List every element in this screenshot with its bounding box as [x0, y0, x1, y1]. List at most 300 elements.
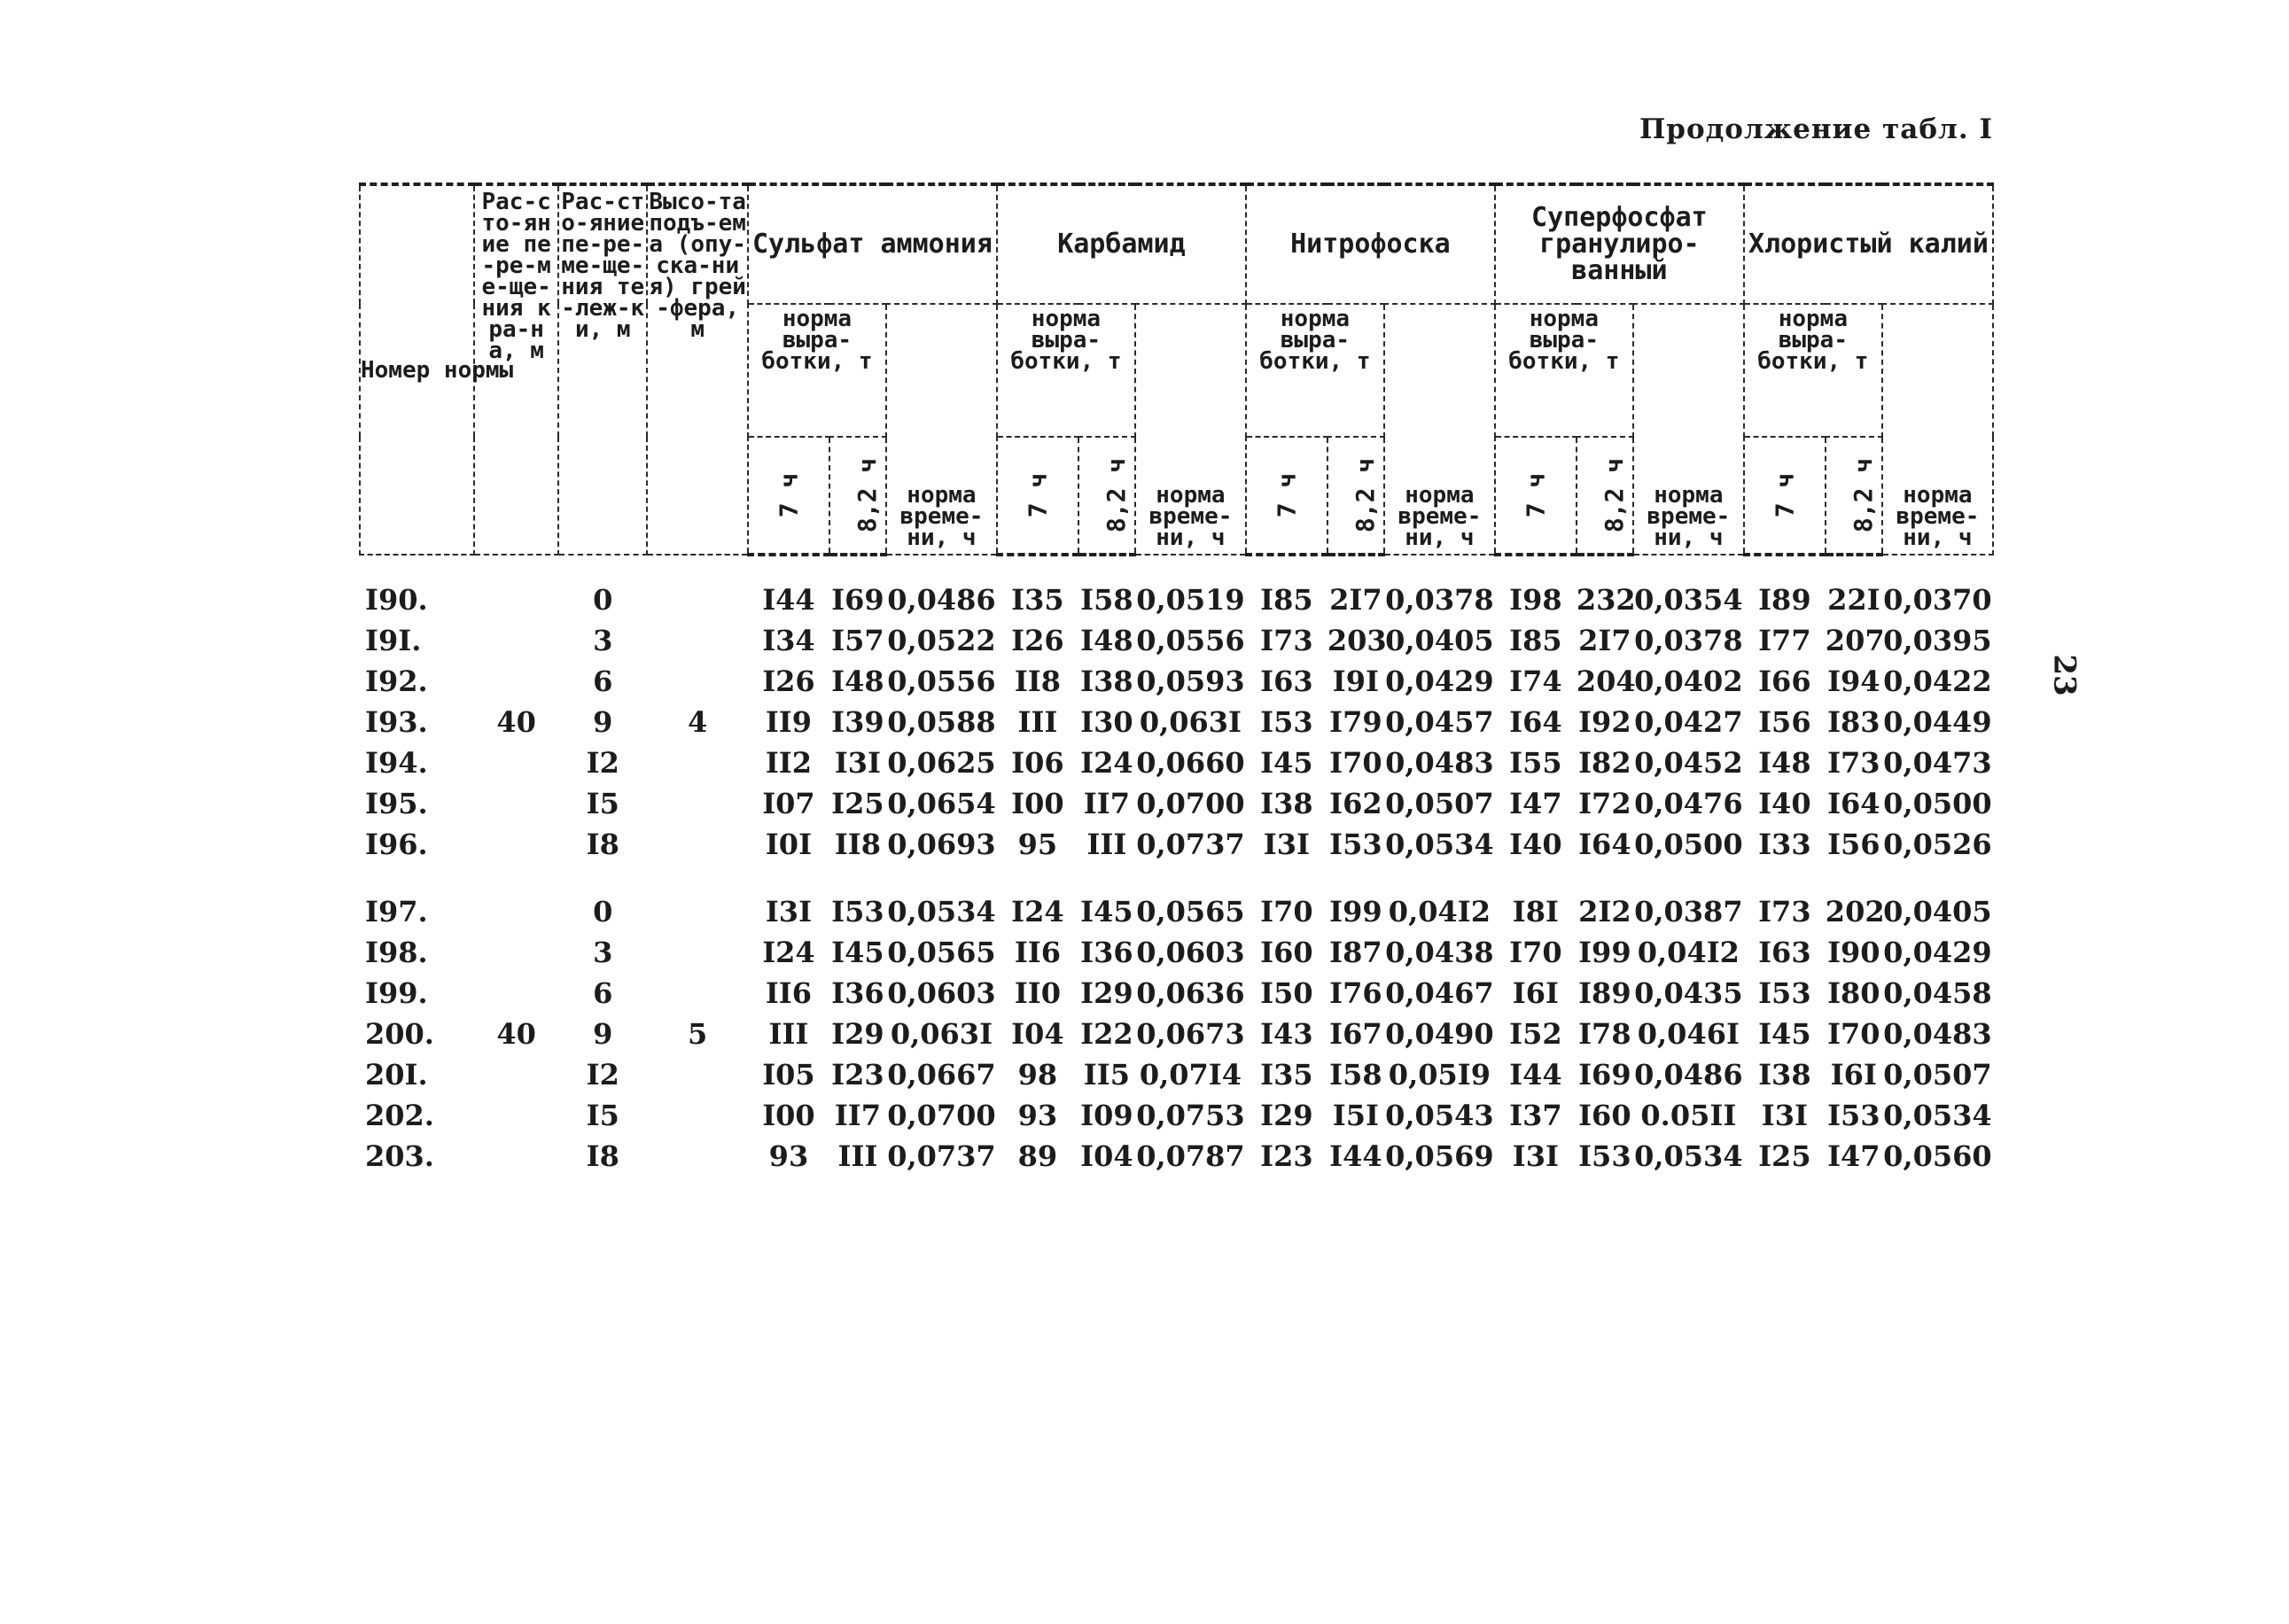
lift-height-cell — [647, 555, 748, 620]
table-row — [360, 702, 1993, 742]
value-cell: I64 — [1509, 705, 1562, 739]
value-cell: 89 — [1017, 1139, 1058, 1173]
value-cell: 0,0483 — [1385, 746, 1494, 780]
row-number-cell: 200. — [365, 1017, 434, 1051]
header-shift-8-2: 8,2 ч — [1327, 437, 1384, 555]
value-cell: I23 — [831, 1058, 884, 1092]
table-row — [360, 1095, 1993, 1136]
value-cell: I89 — [1578, 976, 1631, 1010]
table-caption: Продолжение табл. I — [1639, 113, 1993, 145]
header-fertilizer-2: Карбамид — [997, 184, 1246, 304]
value-cell: I50 — [1260, 976, 1313, 1010]
value-cell: II8 — [834, 828, 882, 861]
edge-distance-cell — [474, 973, 558, 1014]
value-cell: I45 — [831, 936, 884, 969]
row-number-cell: I96. — [365, 828, 428, 861]
value-cell: I40 — [1509, 828, 1562, 861]
value-cell: 0,0593 — [1136, 664, 1245, 698]
table-row — [360, 620, 1993, 661]
value-cell: 0,07I4 — [1139, 1058, 1242, 1092]
value-cell: I76 — [1329, 976, 1382, 1010]
value-cell: II0 — [1014, 976, 1062, 1010]
row-number-cell: I9I. — [365, 624, 422, 657]
value-cell: 0,046I — [1637, 1017, 1740, 1051]
value-cell: I24 — [1080, 746, 1133, 780]
value-cell: I53 — [1578, 1139, 1631, 1173]
lift-height-cell — [647, 1095, 748, 1136]
value-cell: 0.05II — [1640, 1099, 1737, 1132]
value-cell: 0,0534 — [1385, 828, 1494, 861]
value-cell: I43 — [1260, 1017, 1313, 1051]
value-cell: I70 — [1329, 746, 1382, 780]
value-cell: 0,0737 — [887, 1139, 996, 1173]
value-cell: 0,063I — [890, 1017, 993, 1051]
value-cell: I3I — [765, 895, 813, 929]
row-number-cell: I93. — [365, 705, 428, 739]
tedder-distance-cell: 3 — [593, 624, 613, 657]
header-output-norm: норма выра-ботки, т — [1495, 304, 1633, 437]
value-cell: I00 — [1011, 787, 1064, 820]
value-cell: I6I — [1830, 1058, 1877, 1092]
value-cell: I69 — [1578, 1058, 1631, 1092]
value-cell: III — [837, 1139, 878, 1173]
value-cell: 0,0787 — [1136, 1139, 1245, 1173]
value-cell: I48 — [1080, 624, 1133, 657]
value-cell: I38 — [1260, 787, 1313, 820]
header-output-norm: норма выра-ботки, т — [997, 304, 1135, 437]
row-number-cell: 203. — [365, 1139, 434, 1173]
value-cell: I73 — [1827, 746, 1880, 780]
value-cell: 93 — [1017, 1099, 1058, 1132]
value-cell: 0,0405 — [1385, 624, 1494, 657]
table-row — [360, 1054, 1993, 1095]
value-cell: 0,0476 — [1634, 787, 1743, 820]
value-cell: I6I — [1512, 976, 1559, 1010]
value-cell: I67 — [1329, 1017, 1382, 1051]
value-cell: I23 — [1260, 1139, 1313, 1173]
value-cell: I29 — [831, 1017, 884, 1051]
value-cell: I69 — [831, 583, 884, 617]
value-cell: 0,0673 — [1136, 1017, 1245, 1051]
value-cell: 0,0507 — [1385, 787, 1494, 820]
value-cell: 98 — [1017, 1058, 1058, 1092]
value-cell: I82 — [1578, 746, 1631, 780]
value-cell: 232 — [1576, 583, 1636, 617]
value-cell: 0,0534 — [1883, 1099, 1992, 1132]
value-cell: 2I7 — [1578, 624, 1631, 657]
value-cell: 0,0370 — [1883, 582, 1992, 617]
header-shift-7: 7 ч — [1495, 437, 1577, 555]
value-cell: 0,0486 — [887, 582, 996, 617]
value-cell: 204 — [1576, 664, 1636, 698]
header-time-norm: норма време-ни, ч — [1882, 304, 1993, 555]
value-cell: 0,0354 — [1634, 582, 1743, 617]
edge-distance-cell — [474, 783, 558, 824]
header-fertilizer-1: Сульфат аммония — [748, 184, 997, 304]
value-cell: 0,0522 — [887, 624, 996, 657]
value-cell: I83 — [1827, 705, 1880, 739]
value-cell: 0,0519 — [1136, 582, 1245, 617]
value-cell: I60 — [1578, 1099, 1631, 1132]
value-cell: I58 — [1329, 1058, 1382, 1092]
value-cell: I26 — [762, 664, 815, 698]
value-cell: 0,0467 — [1385, 976, 1494, 1010]
value-cell: III — [1086, 828, 1127, 861]
value-cell: 0,0667 — [887, 1058, 996, 1092]
value-cell: 207 — [1825, 624, 1885, 657]
header-lift-height: Высо-та подъ-ема (опу-ска-ния) грей-фера, м — [647, 184, 748, 555]
value-cell: III — [768, 1017, 809, 1051]
value-cell: 0,0700 — [887, 1099, 996, 1132]
value-cell: 0,0636 — [1136, 976, 1245, 1010]
value-cell: I9I — [1332, 664, 1379, 698]
value-cell: 0,0427 — [1634, 705, 1743, 739]
value-cell: 0,0486 — [1634, 1058, 1743, 1092]
value-cell: I09 — [1080, 1099, 1133, 1132]
tedder-distance-cell: I5 — [586, 787, 619, 820]
value-cell: I3I — [1512, 1139, 1559, 1173]
value-cell: I45 — [1758, 1017, 1811, 1051]
header-time-norm: норма време-ни, ч — [886, 304, 997, 555]
value-cell: I44 — [1329, 1139, 1382, 1173]
value-cell: I90 — [1827, 936, 1880, 969]
table-row — [360, 661, 1993, 702]
edge-distance-cell — [474, 661, 558, 702]
lift-height-cell: 4 — [688, 705, 708, 739]
header-shift-8-2: 8,2 ч — [1577, 437, 1633, 555]
value-cell: 0,0565 — [1136, 895, 1245, 929]
header-fertilizer-3: Нитрофоска — [1246, 184, 1495, 304]
tedder-distance-cell: I2 — [586, 746, 619, 780]
edge-distance-cell — [474, 865, 558, 932]
value-cell: I39 — [831, 705, 884, 739]
value-cell: 0,0534 — [1634, 1139, 1743, 1173]
value-cell: I04 — [1011, 1017, 1064, 1051]
edge-distance-cell: 40 — [496, 1017, 536, 1051]
value-cell: I05 — [762, 1058, 815, 1092]
value-cell: 0,04I2 — [1388, 895, 1491, 929]
value-cell: I0I — [765, 828, 813, 861]
tedder-distance-cell: I8 — [586, 828, 619, 861]
lift-height-cell — [647, 620, 748, 661]
value-cell: I56 — [1758, 705, 1811, 739]
value-cell: 0,0500 — [1883, 787, 1992, 820]
value-cell: I99 — [1329, 895, 1382, 929]
table-row — [360, 555, 1993, 620]
value-cell: 0,0405 — [1883, 895, 1992, 929]
row-number-cell: I99. — [365, 976, 428, 1010]
value-cell: I53 — [1758, 976, 1811, 1010]
value-cell: 2I2 — [1578, 895, 1631, 929]
edge-distance-cell — [474, 1095, 558, 1136]
value-cell: 203 — [1327, 624, 1387, 657]
value-cell: I64 — [1827, 787, 1880, 820]
value-cell: I94 — [1827, 664, 1880, 698]
header-shift-7: 7 ч — [748, 437, 829, 555]
value-cell: 0,0438 — [1385, 936, 1494, 969]
tedder-distance-cell: 3 — [593, 936, 613, 969]
norms-table — [359, 183, 1994, 1177]
header-shift-7: 7 ч — [1246, 437, 1327, 555]
row-number-cell: I97. — [365, 895, 428, 929]
value-cell: II5 — [1083, 1058, 1130, 1092]
value-cell: I62 — [1329, 787, 1382, 820]
value-cell: 0,0534 — [887, 895, 996, 929]
value-cell: I47 — [1509, 787, 1562, 820]
value-cell: I04 — [1080, 1139, 1133, 1173]
value-cell: I38 — [1080, 664, 1133, 698]
lift-height-cell — [647, 932, 748, 973]
value-cell: 202 — [1825, 895, 1885, 929]
value-cell: I34 — [762, 624, 815, 657]
edge-distance-cell — [474, 824, 558, 865]
value-cell: I25 — [1758, 1139, 1811, 1173]
table-row — [360, 973, 1993, 1014]
value-cell: 0,0483 — [1883, 1017, 1992, 1051]
header-output-norm: норма выра-ботки, т — [748, 304, 886, 437]
value-cell: I53 — [1329, 828, 1382, 861]
value-cell: I48 — [1758, 746, 1811, 780]
header-shift-8-2: 8,2 ч — [829, 437, 886, 555]
value-cell: 0,0457 — [1385, 705, 1494, 739]
value-cell: I40 — [1758, 787, 1811, 820]
row-number-cell: I90. — [365, 582, 428, 617]
value-cell: I29 — [1080, 976, 1133, 1010]
value-cell: I26 — [1011, 624, 1064, 657]
value-cell: I80 — [1827, 976, 1880, 1010]
tedder-distance-cell: 0 — [593, 582, 613, 617]
value-cell: I89 — [1758, 583, 1811, 617]
value-cell: 0,0556 — [887, 664, 996, 698]
table-header — [360, 184, 1993, 555]
value-cell: I25 — [831, 787, 884, 820]
value-cell: 22I — [1827, 583, 1880, 617]
value-cell: I53 — [831, 895, 884, 929]
lift-height-cell — [647, 973, 748, 1014]
edge-distance-cell: 40 — [496, 705, 536, 739]
value-cell: I63 — [1260, 664, 1313, 698]
value-cell: I79 — [1329, 705, 1382, 739]
value-cell: 0,0693 — [887, 828, 996, 861]
value-cell: I45 — [1080, 895, 1133, 929]
value-cell: 0,0654 — [887, 787, 996, 820]
value-cell: I3I — [834, 746, 882, 780]
edge-distance-cell — [474, 742, 558, 783]
value-cell: 0,0569 — [1385, 1139, 1494, 1173]
row-number-cell: I94. — [365, 746, 428, 780]
header-output-norm: норма выра-ботки, т — [1246, 304, 1384, 437]
table-row — [360, 1014, 1993, 1054]
value-cell: I07 — [762, 787, 815, 820]
lift-height-cell — [647, 783, 748, 824]
header-fertilizer-4: Суперфосфат гранулиро-ванный — [1495, 184, 1744, 304]
value-cell: 93 — [768, 1139, 809, 1173]
edge-distance-cell — [474, 1136, 558, 1177]
header-shift-7: 7 ч — [1744, 437, 1826, 555]
value-cell: 0,0556 — [1136, 624, 1245, 657]
header-shift-7: 7 ч — [997, 437, 1078, 555]
value-cell: I58 — [1080, 583, 1133, 617]
value-cell: 0,0449 — [1883, 705, 1992, 739]
value-cell: I37 — [1509, 1099, 1562, 1132]
value-cell: II6 — [1014, 936, 1062, 969]
value-cell: 0,0387 — [1634, 895, 1743, 929]
value-cell: I70 — [1509, 936, 1562, 969]
value-cell: 0,0422 — [1883, 664, 1992, 698]
tedder-distance-cell: 9 — [593, 1017, 613, 1051]
value-cell: I48 — [831, 664, 884, 698]
value-cell: II9 — [765, 705, 813, 739]
value-cell: 0,0543 — [1385, 1099, 1494, 1132]
value-cell: I00 — [762, 1099, 815, 1132]
lift-height-cell: 5 — [688, 1017, 708, 1051]
value-cell: III — [1017, 705, 1058, 739]
value-cell: 0,0458 — [1883, 976, 1992, 1010]
page-number: 23 — [2046, 654, 2083, 696]
value-cell: I63 — [1758, 936, 1811, 969]
table-body — [360, 555, 1993, 1177]
value-cell: I35 — [1011, 583, 1064, 617]
value-cell: I92 — [1578, 705, 1631, 739]
value-cell: 0,0603 — [887, 976, 996, 1010]
table-row — [360, 932, 1993, 973]
value-cell: 0,0452 — [1634, 746, 1743, 780]
tedder-distance-cell: 0 — [593, 895, 613, 929]
value-cell: I29 — [1260, 1099, 1313, 1132]
value-cell: 0,0700 — [1136, 787, 1245, 820]
value-cell: I98 — [1509, 583, 1562, 617]
table-row — [360, 783, 1993, 824]
value-cell: I36 — [1080, 936, 1133, 969]
row-number-cell: 202. — [365, 1099, 434, 1132]
header-fertilizer-5: Хлористый калий — [1744, 184, 1993, 304]
value-cell: 95 — [1017, 828, 1058, 861]
value-cell: I45 — [1260, 746, 1313, 780]
value-cell: 0,0603 — [1136, 936, 1245, 969]
value-cell: I77 — [1758, 624, 1811, 657]
value-cell: I24 — [762, 936, 815, 969]
value-cell: I78 — [1578, 1017, 1631, 1051]
tedder-distance-cell: I8 — [586, 1139, 619, 1173]
edge-distance-cell — [474, 555, 558, 620]
value-cell: I06 — [1011, 746, 1064, 780]
value-cell: I99 — [1578, 936, 1631, 969]
value-cell: I85 — [1260, 583, 1313, 617]
value-cell: 0,0429 — [1883, 936, 1992, 969]
edge-distance-cell — [474, 620, 558, 661]
tedder-distance-cell: I5 — [586, 1099, 619, 1132]
header-edge-distance: Рас-сто-яние пе-ре-ме-ще-ния кра-на, м — [474, 184, 558, 555]
value-cell: I44 — [1509, 1058, 1562, 1092]
header-time-norm: норма време-ни, ч — [1633, 304, 1744, 555]
value-cell: 0,0395 — [1883, 624, 1992, 657]
value-cell: II7 — [1083, 787, 1130, 820]
value-cell: 0,0429 — [1385, 664, 1494, 698]
value-cell: 0,0560 — [1883, 1139, 1992, 1173]
row-number-cell: 20I. — [365, 1058, 428, 1092]
value-cell: I55 — [1509, 746, 1562, 780]
value-cell: I30 — [1080, 705, 1133, 739]
value-cell: I36 — [831, 976, 884, 1010]
value-cell: I87 — [1329, 936, 1382, 969]
value-cell: 0,0625 — [887, 746, 996, 780]
lift-height-cell — [647, 742, 748, 783]
header-shift-8-2: 8,2 ч — [1078, 437, 1135, 555]
value-cell: 0,0378 — [1385, 582, 1494, 617]
value-cell: I70 — [1827, 1017, 1880, 1051]
value-cell: I56 — [1827, 828, 1880, 861]
header-output-norm: норма выра-ботки, т — [1744, 304, 1882, 437]
value-cell: 0,0507 — [1883, 1058, 1992, 1092]
value-cell: 0,0473 — [1883, 746, 1992, 780]
value-cell: 0,0500 — [1634, 828, 1743, 861]
edge-distance-cell — [474, 932, 558, 973]
value-cell: 0,0435 — [1634, 976, 1743, 1010]
value-cell: 0,063I — [1139, 705, 1242, 739]
lift-height-cell — [647, 824, 748, 865]
value-cell: 2I7 — [1329, 583, 1382, 617]
value-cell: I8I — [1512, 895, 1559, 929]
value-cell: 0,04I2 — [1637, 936, 1740, 969]
value-cell: 0,05I9 — [1388, 1058, 1491, 1092]
value-cell: 0,0753 — [1136, 1099, 1245, 1132]
header-tedder-distance: Рас-сто-яние пе-ре-ме-ще-ния те-леж-ки, м — [558, 184, 647, 555]
value-cell: 0,0565 — [887, 936, 996, 969]
tedder-distance-cell: 6 — [593, 976, 613, 1010]
value-cell: II6 — [765, 976, 813, 1010]
tedder-distance-cell: I2 — [586, 1058, 619, 1092]
value-cell: I24 — [1011, 895, 1064, 929]
value-cell: I35 — [1260, 1058, 1313, 1092]
value-cell: 0,0402 — [1634, 664, 1743, 698]
value-cell: 0,0526 — [1883, 828, 1992, 861]
lift-height-cell — [647, 865, 748, 932]
value-cell: I64 — [1578, 828, 1631, 861]
value-cell: II8 — [1014, 664, 1062, 698]
value-cell: I57 — [831, 624, 884, 657]
table-row — [360, 824, 1993, 865]
header-time-norm: норма време-ни, ч — [1384, 304, 1495, 555]
value-cell: I72 — [1578, 787, 1631, 820]
value-cell: 0,0490 — [1385, 1017, 1494, 1051]
value-cell: I3I — [1263, 828, 1310, 861]
value-cell: I33 — [1758, 828, 1811, 861]
value-cell: I38 — [1758, 1058, 1811, 1092]
table-row — [360, 865, 1993, 932]
value-cell: I5I — [1332, 1099, 1379, 1132]
value-cell: I60 — [1260, 936, 1313, 969]
value-cell: I70 — [1260, 895, 1313, 929]
value-cell: I53 — [1827, 1099, 1880, 1132]
row-number-cell: I98. — [365, 936, 428, 969]
header-row-number: Номер нормы — [360, 184, 474, 555]
value-cell: 0,0660 — [1136, 746, 1245, 780]
table-row — [360, 742, 1993, 783]
tedder-distance-cell: 9 — [593, 705, 613, 739]
value-cell: I73 — [1260, 624, 1313, 657]
tedder-distance-cell: 6 — [593, 664, 613, 698]
value-cell: I47 — [1827, 1139, 1880, 1173]
header-shift-8-2: 8,2 ч — [1826, 437, 1882, 555]
row-number-cell: I92. — [365, 664, 428, 698]
value-cell: II7 — [834, 1099, 882, 1132]
lift-height-cell — [647, 1136, 748, 1177]
value-cell: I53 — [1260, 705, 1313, 739]
value-cell: I22 — [1080, 1017, 1133, 1051]
value-cell: I85 — [1509, 624, 1562, 657]
value-cell: I73 — [1758, 895, 1811, 929]
value-cell: II2 — [765, 746, 813, 780]
